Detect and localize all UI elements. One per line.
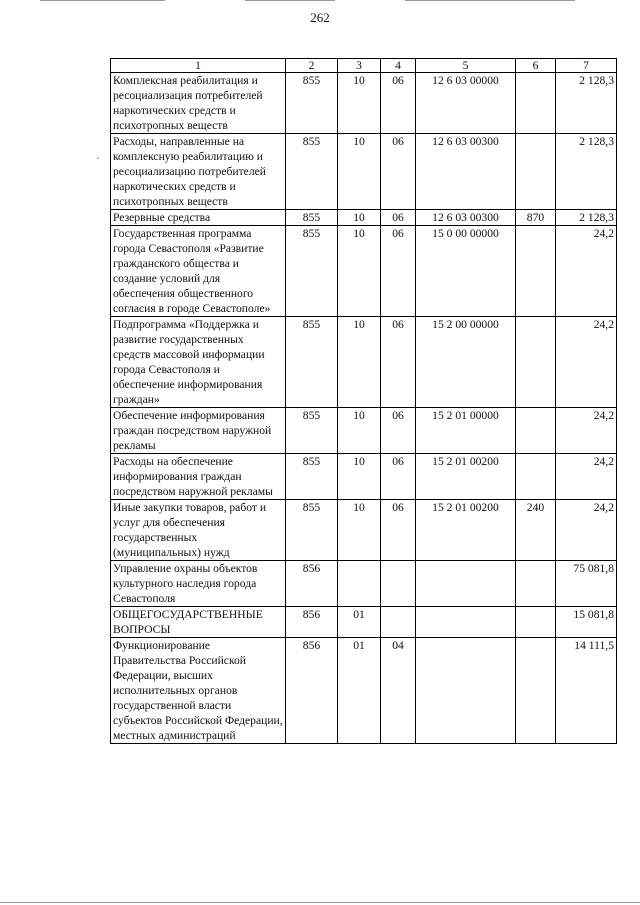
ministry-code-cell: 855 [286, 500, 338, 561]
subsection-code-cell: 06 [381, 408, 416, 454]
section-code-cell: 10 [338, 134, 381, 210]
expense-type-cell: 870 [516, 210, 556, 226]
subsection-code-cell: 06 [381, 134, 416, 210]
table-row [111, 607, 617, 638]
expense-type-cell [516, 607, 556, 638]
section-code-cell: 10 [338, 73, 381, 134]
table-row [111, 500, 617, 561]
expense-type-cell [516, 226, 556, 317]
expense-name-cell: Обеспечение информирования граждан посредством наружной рекламы [111, 408, 286, 454]
expense-name-cell: Резервные средства [111, 210, 286, 226]
expense-type-cell [516, 638, 556, 744]
scan-edge-center [245, 0, 335, 1]
amount-cell: 24,2 [556, 500, 617, 561]
column-header: 2 [286, 59, 338, 73]
ministry-code-cell: 855 [286, 226, 338, 317]
amount-cell: 24,2 [556, 317, 617, 408]
table-row [111, 226, 617, 317]
subsection-code-cell: 06 [381, 73, 416, 134]
target-article-cell: 12 6 03 00000 [416, 73, 516, 134]
scan-edge-right [405, 0, 575, 1]
subsection-code-cell: 04 [381, 638, 416, 744]
subsection-code-cell: 06 [381, 317, 416, 408]
ministry-code-cell: 856 [286, 638, 338, 744]
amount-cell: 14 111,5 [556, 638, 617, 744]
ministry-code-cell: 855 [286, 210, 338, 226]
section-code-cell [338, 561, 381, 607]
amount-cell: 2 128,3 [556, 134, 617, 210]
target-article-cell [416, 607, 516, 638]
section-code-cell: 10 [338, 408, 381, 454]
column-header: 5 [416, 59, 516, 73]
amount-cell: 2 128,3 [556, 210, 617, 226]
target-article-cell: 15 2 01 00200 [416, 500, 516, 561]
page-number: 262 [310, 10, 330, 25]
target-article-cell: 15 2 01 00200 [416, 454, 516, 500]
amount-cell: 75 081,8 [556, 561, 617, 607]
ministry-code-cell: 855 [286, 454, 338, 500]
table-row [111, 454, 617, 500]
table-row [111, 73, 617, 134]
table-row [111, 408, 617, 454]
amount-cell: 24,2 [556, 226, 617, 317]
amount-cell: 24,2 [556, 454, 617, 500]
amount-cell: 2 128,3 [556, 73, 617, 134]
expense-name-cell: ОБЩЕГОСУДАРСТВЕННЫЕ ВОПРОСЫ [111, 607, 286, 638]
target-article-cell: 12 6 03 00300 [416, 134, 516, 210]
expense-name-cell: Расходы, направленные на комплексную реабилитацию и ресоциализацию потребителей наркотических средств и психотропных веществ [111, 134, 286, 210]
expense-type-cell [516, 561, 556, 607]
column-header: 6 [516, 59, 556, 73]
subsection-code-cell: 06 [381, 500, 416, 561]
expense-name-cell: Управление охраны объектов культурного наследия города Севастополя [111, 561, 286, 607]
target-article-cell [416, 638, 516, 744]
ministry-code-cell: 855 [286, 408, 338, 454]
target-article-cell: 15 2 01 00000 [416, 408, 516, 454]
section-code-cell: 10 [338, 226, 381, 317]
section-code-cell: 10 [338, 454, 381, 500]
table-row [111, 210, 617, 226]
amount-cell: 15 081,8 [556, 607, 617, 638]
section-code-cell: 01 [338, 638, 381, 744]
expense-name-cell: Расходы на обеспечение информирования граждан посредством наружной рекламы [111, 454, 286, 500]
section-code-cell: 10 [338, 500, 381, 561]
expense-type-cell [516, 134, 556, 210]
expense-name-cell: Иные закупки товаров, работ и услуг для обеспечения государственных (муниципальных) нужд [111, 500, 286, 561]
target-article-cell: 15 0 00 00000 [416, 226, 516, 317]
scan-edge-left [40, 0, 165, 1]
expense-name-cell: Функционирование Правительства Российской Федерации, высших исполнительных органов государственной власти субъектов Российской Федерации, местных администраций [111, 638, 286, 744]
amount-cell: 24,2 [556, 408, 617, 454]
scan-edge-bottom [0, 902, 640, 903]
column-header: 7 [556, 59, 617, 73]
column-header: 4 [381, 59, 416, 73]
target-article-cell [416, 561, 516, 607]
margin-mark: · [96, 151, 100, 165]
expense-type-cell: 240 [516, 500, 556, 561]
table-header-row [111, 59, 617, 73]
expense-name-cell: Государственная программа города Севастополя «Развитие гражданского общества и создание условий для обеспечения общественного согласия в городе Севастополе» [111, 226, 286, 317]
subsection-code-cell: 06 [381, 210, 416, 226]
subsection-code-cell [381, 561, 416, 607]
table-row [111, 134, 617, 210]
table-row [111, 638, 617, 744]
table-row [111, 561, 617, 607]
expense-name-cell: Комплексная реабилитация и ресоциализация потребителей наркотических средств и психотропных веществ [111, 73, 286, 134]
column-header: 3 [338, 59, 381, 73]
target-article-cell: 15 2 00 00000 [416, 317, 516, 408]
ministry-code-cell: 855 [286, 134, 338, 210]
budget-table [110, 58, 617, 744]
expense-type-cell [516, 454, 556, 500]
section-code-cell: 10 [338, 317, 381, 408]
section-code-cell: 01 [338, 607, 381, 638]
expense-type-cell [516, 73, 556, 134]
ministry-code-cell: 855 [286, 317, 338, 408]
ministry-code-cell: 855 [286, 73, 338, 134]
column-header: 1 [111, 59, 286, 73]
expense-name-cell: Подпрограмма «Поддержка и развитие государственных средств массовой информации города Севастополя и обеспечение информирования граждан» [111, 317, 286, 408]
subsection-code-cell: 06 [381, 226, 416, 317]
table-row [111, 317, 617, 408]
expense-type-cell [516, 408, 556, 454]
expense-type-cell [516, 317, 556, 408]
ministry-code-cell: 856 [286, 607, 338, 638]
section-code-cell: 10 [338, 210, 381, 226]
subsection-code-cell [381, 607, 416, 638]
subsection-code-cell: 06 [381, 454, 416, 500]
ministry-code-cell: 856 [286, 561, 338, 607]
target-article-cell: 12 6 03 00300 [416, 210, 516, 226]
